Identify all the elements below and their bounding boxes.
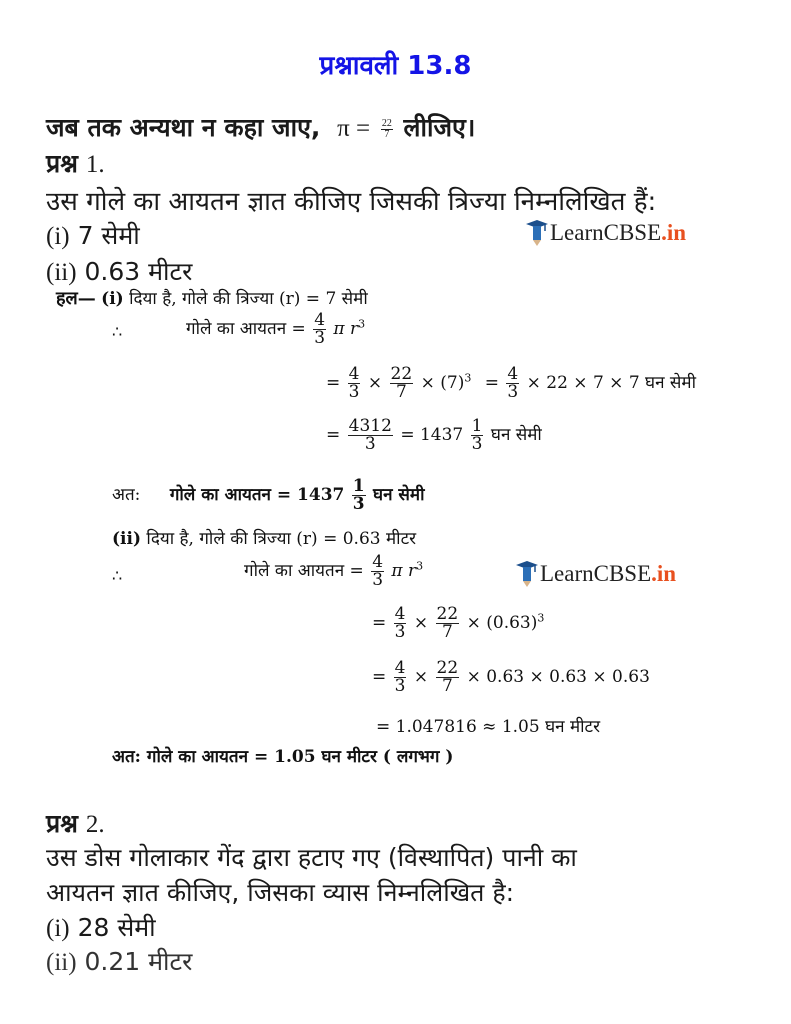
instruction-suffix: लीजिए। <box>403 113 476 142</box>
learncbse-watermark: LearnCBSE .in <box>526 220 686 246</box>
question-1-heading: प्रश्न 1. <box>46 149 105 178</box>
exercise-title: प्रश्नावली 13.8 <box>319 51 472 81</box>
instruction <box>46 110 475 144</box>
solution-part-ii-conclusion: अत: गोले का आयतन = 1.05 घन मीटर ( लगभग ) <box>112 747 454 767</box>
solution-part-ii-given: (ii) दिया है, गोले की त्रिज्या (r) = 0.63 मीटर <box>112 529 417 549</box>
solution-heading: हल— <box>56 288 96 309</box>
question-2-part-ii: (ii) 0.21 मीटर <box>46 947 193 976</box>
solution-part-i-step-2: = $\frac{4312}{3}$ = 1437 $\frac{1}{3}$ घन सेमी <box>326 416 542 454</box>
solution-part-i-formula: गोले का आयतन = $\frac{4}{3}$ π $r^3$ <box>186 310 366 348</box>
therefore-symbol: ∴ <box>112 322 123 341</box>
pi-fraction: $\frac{22}{7}$ <box>381 117 392 140</box>
solution-part-ii-step-2: = $\frac{4}{3}$ × $\frac{22}{7}$ × 0.63 × 0.63 × 0.63 <box>372 658 650 696</box>
solution-part-ii-step-1: = $\frac{4}{3}$ × $\frac{22}{7}$ × $(0.63)^3$ <box>372 604 545 642</box>
pi-symbol: π = <box>337 115 371 142</box>
therefore-symbol: ∴ <box>112 566 123 585</box>
question-2-text-line-2: आयतन ज्ञात कीजिए, जिसका व्यास निम्नलिखित है: <box>46 878 515 907</box>
question-1-part-i: (i) 7 सेमी <box>46 221 140 250</box>
graduation-cap-pencil-icon <box>526 220 548 246</box>
solution-part-ii-formula: गोले का आयतन = $\frac{4}{3}$ π $r^3$ <box>244 552 424 590</box>
graduation-cap-pencil-icon <box>516 561 538 587</box>
solution-part-i-given: हल— (i) दिया है, गोले की त्रिज्या (r) = 7 सेमी <box>56 288 368 309</box>
question-1-text: उस गोले का आयतन ज्ञात कीजिए जिसकी त्रिज्या निम्नलिखित हैं: <box>46 187 657 217</box>
learncbse-watermark: LearnCBSE .in <box>516 561 676 587</box>
solution-part-ii-step-3: = 1.047816 ≈ 1.05 घन मीटर <box>376 717 601 737</box>
question-2-heading: प्रश्न 2. <box>46 809 105 838</box>
solution-part-i-conclusion: अत: गोले का आयतन = 1437 $\frac{1}{3}$ घन सेमी <box>112 476 425 514</box>
question-1-part-ii: (ii) 0.63 मीटर <box>46 257 193 286</box>
solution-part-i-step-1: = $\frac{4}{3}$ × $\frac{22}{7}$ × $(7)^3$ = $\frac{4}{3}$ × 22 × 7 × 7 घन सेमी <box>326 364 696 402</box>
question-2-part-i: (i) 28 सेमी <box>46 913 156 942</box>
question-2-text-line-1: उस डोस गोलाकार गेंद द्वारा हटाए गए (विस्थापित) पानी का <box>46 843 577 872</box>
instruction-text: जब तक अन्यथा न कहा जाए, <box>46 113 321 142</box>
